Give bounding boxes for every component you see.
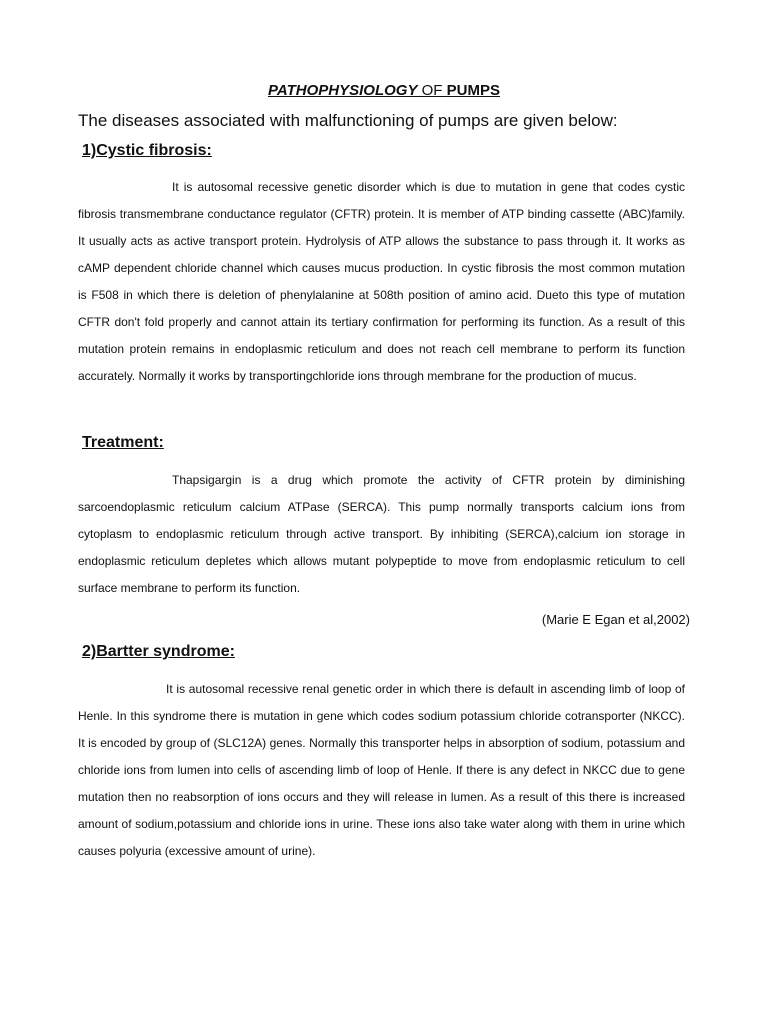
heading-treatment: Treatment: (82, 434, 164, 451)
paragraph-cystic-fibrosis: It is autosomal recessive genetic disorder which is due to mutation in gene that codes cystic fibrosis transmembrane conductance regulator (CFTR) protein. It is member of ATP binding cassette (ABC)family. It usually acts as active transport protein. Hydrolysis of ATP allows the substance to pass through it. It works as cAMP dependent chloride channel which causes mucus production. In cystic fibrosis the most common mutation is F508 in which there is deletion of phenylalanine at 508th position of amino acid. Dueto this type of mutation CFTR don't fold properly and cannot attain its tertiary confirmation for performing its function. As a result of this mutation protein remains in endoplasmic reticulum and does not reach cell membrane to perform its function accurately. Normally it works by transportingchloride ions through membrane for the production of mucus. (78, 180, 685, 383)
citation: (Marie E Egan et al,2002) (541, 612, 690, 627)
title-part-pumps: PUMPS (446, 82, 500, 99)
title-part-of: OF (417, 82, 447, 99)
intro-text: The diseases associated with malfunctioning of pumps are given below: (78, 111, 618, 130)
paragraph-treatment: Thapsigargin is a drug which promote the activity of CFTR protein by diminishing sarcoendoplasmic reticulum calcium ATPase (SERCA). This pump normally transports calcium ions from cytoplasm to endoplasmic reticulum through active transport. By inhibiting (SERCA),calcium ion storage in endoplasmic reticulum depletes which allows mutant polypeptide to move from endoplasmic reticulum to cell surface membrane to perform its function. (78, 473, 685, 595)
title-part-pathophysiology: PATHOPHYSIOLOGY (268, 82, 418, 99)
paragraph-bartter-syndrome: It is autosomal recessive renal genetic order in which there is default in ascending limb of loop of Henle. In this syndrome there is mutation in gene which codes sodium potassium chloride cotransporter (NKCC). It is encoded by group of (SLC12A) genes. Normally this transporter helps in absorption of sodium, potassium and chloride ions from lumen into cells of ascending limb of loop of Henle. If there is any defect in NKCC due to gene mutation then no reabsorption of ions occurs and they will release in lumen. As a result of this there is increased amount of sodium,potassium and chloride ions in urine. These ions also take water along with them in urine which causes polyuria (excessive amount of urine). (78, 682, 685, 858)
heading-cystic-fibrosis: 1)Cystic fibrosis: (82, 142, 212, 159)
page-title (0, 82, 768, 99)
heading-bartter-syndrome: 2)Bartter syndrome: (82, 643, 235, 660)
